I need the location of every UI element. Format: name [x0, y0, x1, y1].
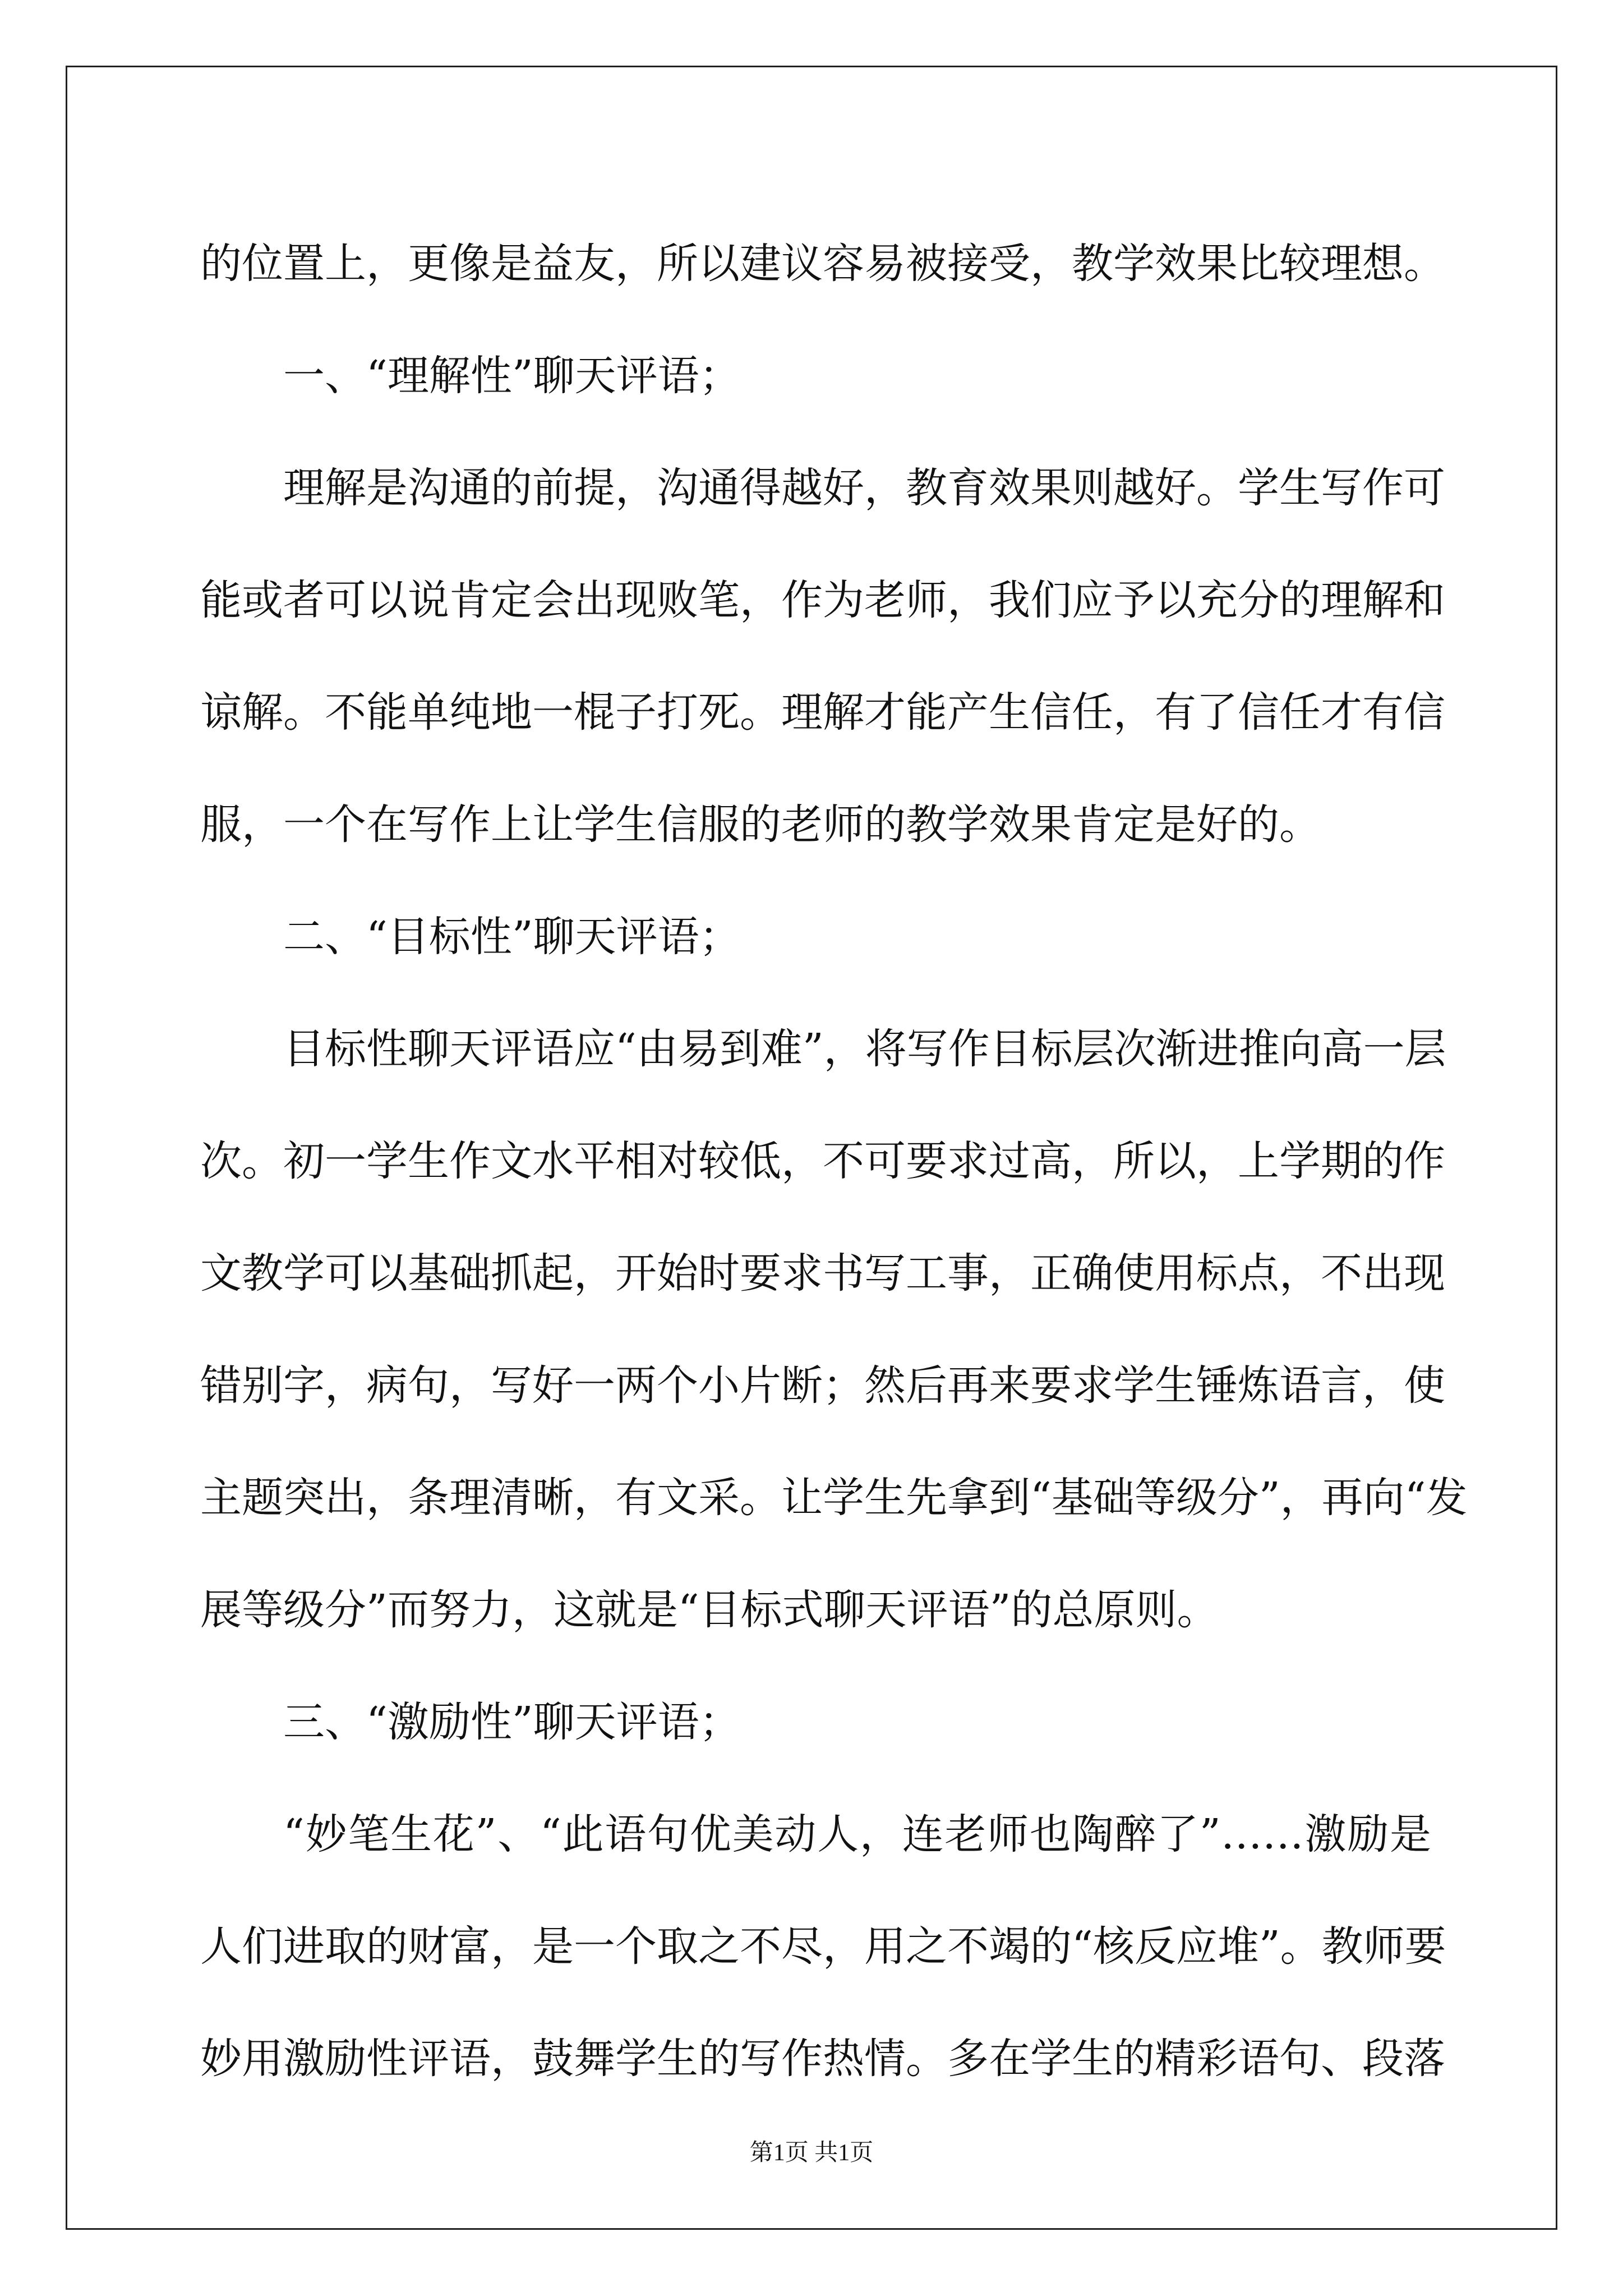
- paragraph-2-line-3: 文教学可以基础抓起，开始时要求书写工事，正确使用标点，不出现: [200, 1249, 1445, 1297]
- paragraph-0-line-1: 的位置上，更像是益友，所以建议容易被接受，教学效果比较理想。: [200, 240, 1445, 288]
- paragraph-1-line-3: 谅解。不能单纯地一棍子打死。理解才能产生信任，有了信任才有信: [200, 688, 1445, 737]
- paragraph-3-line-3: 妙用激励性评语，鼓舞学生的写作热情。多在学生的精彩语句、段落: [200, 2035, 1445, 2083]
- paragraph-1-line-4: 服，一个在写作上让学生信服的老师的教学效果肯定是好的。: [200, 800, 1321, 849]
- heading-incentive: 三、“激励性”聊天评语；: [283, 1698, 741, 1746]
- paragraph-1-line-2: 能或者可以说肯定会出现败笔，作为老师，我们应予以充分的理解和: [200, 576, 1445, 624]
- document-body: [200, 208, 1468, 2115]
- paragraph-2-line-1: 目标性聊天评语应“由易到难”，将写作目标层次渐进推向高一层: [283, 1025, 1446, 1073]
- page-footer: [0, 2136, 1623, 2170]
- paragraph-2-line-4: 错别字，病句，写好一两个小片断；然后再来要求学生锤炼语言，使: [200, 1361, 1445, 1410]
- paragraph-3-line-1: “妙笔生花”、“此语句优美动人，连老师也陶醉了”……激励是: [283, 1810, 1431, 1858]
- heading-target: 二、“目标性”聊天评语；: [283, 913, 741, 961]
- paragraph-2-line-2: 次。初一学生作文水平相对较低，不可要求过高，所以，上学期的作: [200, 1137, 1445, 1185]
- heading-understanding: 一、“理解性”聊天评语；: [283, 352, 741, 400]
- page-number: 第1页 共1页: [749, 2140, 874, 2166]
- paragraph-2-line-6: 展等级分”而努力，这就是“目标式聊天评语”的总原则。: [200, 1586, 1219, 1634]
- paragraph-2-line-5: 主题突出，条理清晰，有文采。让学生先拿到“基础等级分”，再向“发: [200, 1474, 1468, 1522]
- paragraph-3-line-2: 人们进取的财富，是一个取之不尽，用之不竭的“核反应堆”。教师要: [200, 1922, 1446, 1971]
- paragraph-1-line-1: 理解是沟通的前提，沟通得越好，教育效果则越好。学生写作可: [283, 464, 1445, 512]
